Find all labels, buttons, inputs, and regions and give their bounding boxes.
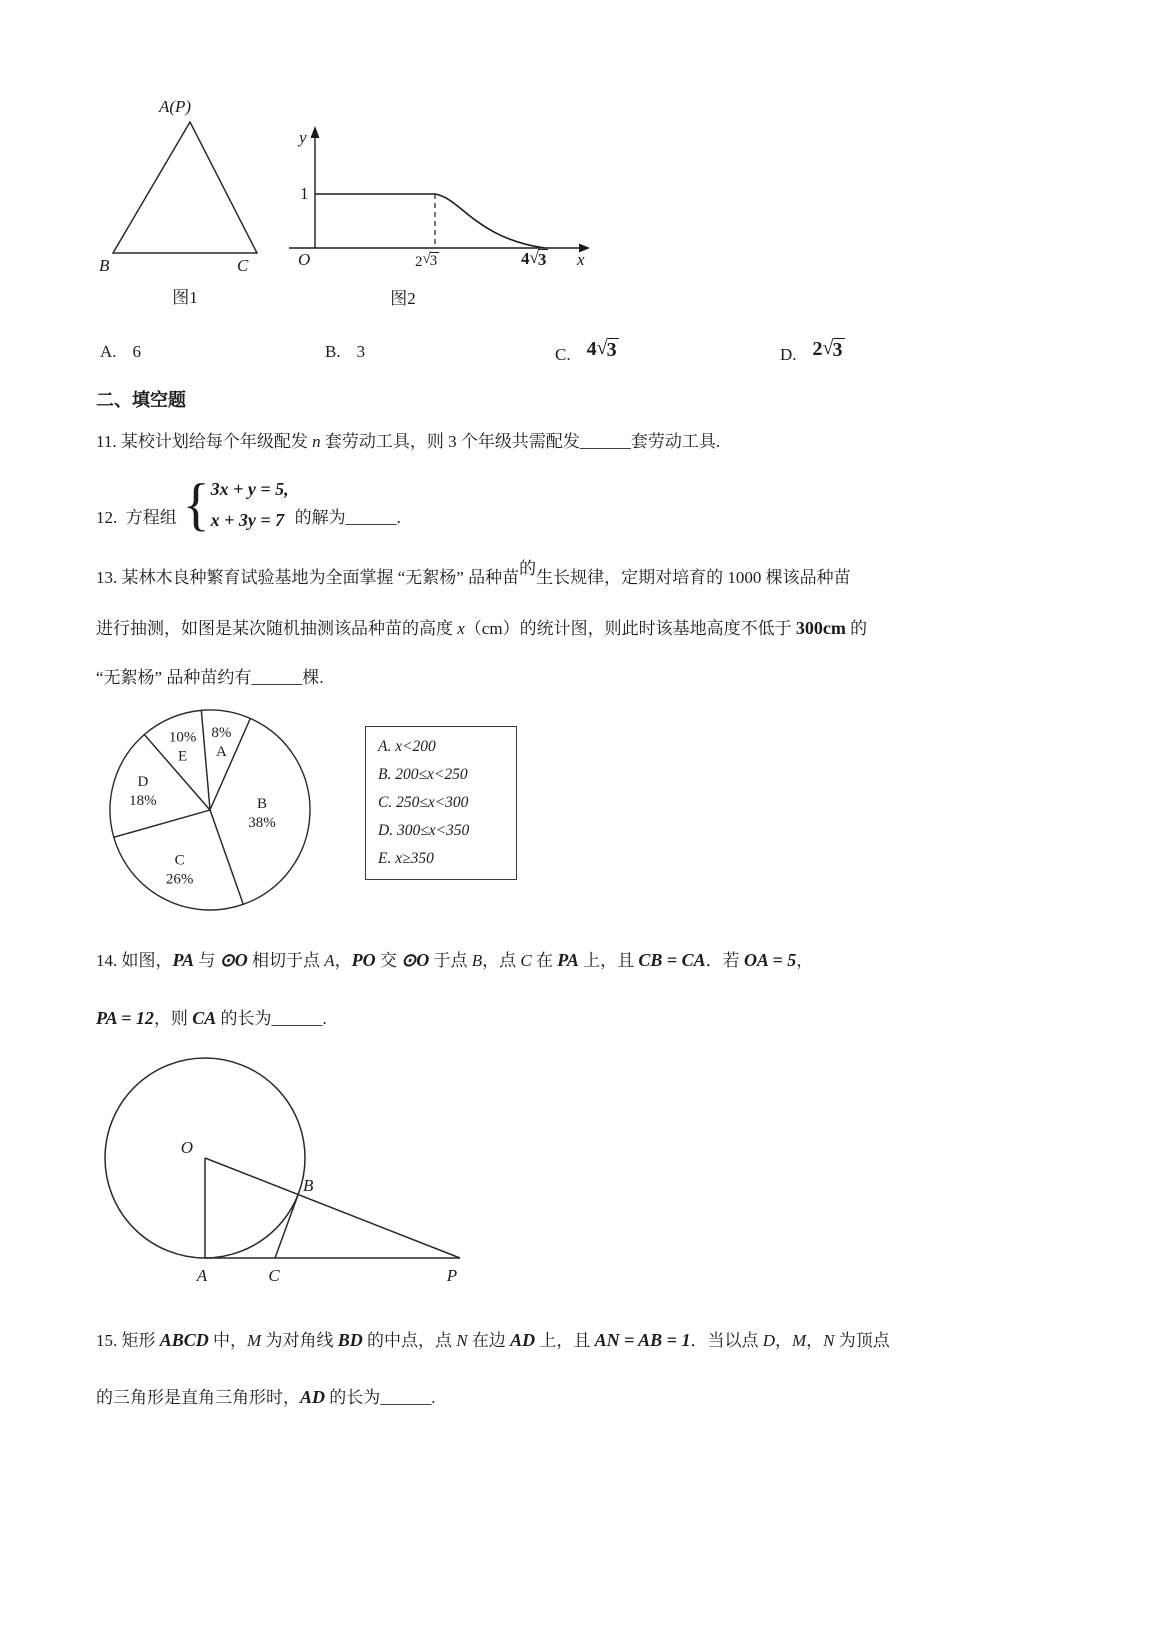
radical-coef: 2 <box>812 338 823 360</box>
text-segment: 相切于点 <box>247 951 325 970</box>
vertex-label-c: C <box>237 256 249 275</box>
pie-label-C: C 26% <box>165 852 194 888</box>
math-segment: B <box>471 951 483 970</box>
tick-2root3 <box>415 252 439 272</box>
text-segment: ．当以点 <box>690 1331 763 1350</box>
text-segment: 的长为______. <box>216 1009 327 1028</box>
math-segment: OA = 5 <box>743 950 797 970</box>
figure-2 <box>283 118 613 313</box>
text-segment: 11. 某校计划给每个年级配发 <box>96 432 313 451</box>
text-segment: 上，且 <box>578 951 639 970</box>
question-13-line1 <box>96 559 851 590</box>
legend-item: A. x<200 <box>378 738 436 755</box>
question-13-line3 <box>96 666 324 690</box>
text-segment: 中， <box>208 1331 248 1350</box>
text-segment: 14. 如图， <box>96 951 173 970</box>
text-segment: （cm）的统计图，则此时该基地高度不低于 <box>464 619 796 638</box>
equation-system <box>183 474 289 536</box>
tick-4root3 <box>521 249 548 270</box>
point-label-b: B <box>303 1176 314 1195</box>
radical-2root3 <box>813 338 845 361</box>
radical-coef: 2 <box>415 254 423 270</box>
math-segment: CA <box>192 1008 217 1028</box>
origin-label: O <box>298 250 311 269</box>
equation-1: 3x + y = 5, <box>210 479 289 499</box>
math-segment: ABCD <box>159 1330 209 1350</box>
legend-list <box>378 733 504 873</box>
text-segment: 交 <box>375 951 402 970</box>
text-segment: ， <box>806 1331 824 1350</box>
choice-b <box>325 342 365 362</box>
text-segment: 为顶点 <box>834 1331 890 1350</box>
radicand: 3 <box>832 339 843 361</box>
q12-suffix: 的解为______. <box>294 508 401 527</box>
question-14-figure <box>96 1048 486 1303</box>
text-segment: 13. 某林木良种繁育试验基地为全面掌握 “无絮杨” 品种苗 <box>96 568 520 587</box>
math-segment: BD <box>337 1330 363 1350</box>
q12-prefix: 12. 方程组 <box>96 508 177 527</box>
math-segment: PA <box>557 950 579 970</box>
figure-1 <box>85 88 285 308</box>
math-segment: 300cm <box>795 618 846 638</box>
question-15-line2 <box>96 1385 436 1410</box>
choice-a-label: A. <box>100 342 117 361</box>
legend-item: B. 200≤x<250 <box>378 766 468 783</box>
y-axis-label: y <box>299 128 307 147</box>
math-segment: PO <box>351 950 376 970</box>
radical-4root3 <box>521 249 548 269</box>
text-segment: 的长为______. <box>325 1388 436 1407</box>
math-segment: x <box>457 619 465 638</box>
radical-4root3 <box>587 338 619 361</box>
section-header: 二、填空题 <box>96 390 186 410</box>
question-14-line2 <box>96 1006 327 1031</box>
y-axis-arrow <box>311 126 320 138</box>
text-segment: 套劳动工具，则 3 个年级共需配发______套劳动工具. <box>320 432 721 451</box>
question-15-line1 <box>96 1328 890 1353</box>
radical-sign: √ <box>529 248 539 267</box>
text-segment: 的三角形是直角三角形时， <box>96 1388 300 1407</box>
text-segment: ，则 <box>153 1009 193 1028</box>
radical-coef: 4 <box>586 338 597 360</box>
text-segment: 于点 <box>429 951 472 970</box>
math-segment: ⊙O <box>401 950 430 970</box>
choice-b-value: 3 <box>356 342 366 361</box>
text-segment: 为对角线 <box>261 1331 338 1350</box>
text-segment: 15. 矩形 <box>96 1331 160 1350</box>
math-segment: N <box>456 1331 468 1350</box>
point-label-c: C <box>268 1266 280 1285</box>
text-segment: 在边 <box>467 1331 511 1350</box>
equation-2: x + 3y = 7 <box>210 510 285 530</box>
choice-d <box>780 337 845 365</box>
math-segment: AN = AB = 1 <box>594 1330 691 1350</box>
math-segment: ⊙O <box>219 950 248 970</box>
text-segment: ， <box>774 1331 792 1350</box>
radicand: 3 <box>606 339 617 361</box>
text-segment: 的 <box>845 619 868 638</box>
radical-sign: √ <box>596 337 608 359</box>
text-segment: 的中点，点 <box>362 1331 457 1350</box>
triangle-diagram <box>85 88 285 278</box>
math-segment: A <box>324 951 335 970</box>
math-segment: PA <box>172 950 195 970</box>
legend-box <box>365 726 517 880</box>
question-11 <box>96 430 720 454</box>
text-segment: “无絮杨” 品种苗约有______棵. <box>96 668 324 687</box>
math-segment: 的 <box>519 559 537 578</box>
radicand: 3 <box>429 253 438 269</box>
choice-c-value <box>587 338 619 361</box>
circle-diagram <box>96 1048 486 1298</box>
math-segment: AD <box>510 1330 536 1350</box>
system-brace: { <box>182 472 210 538</box>
figure-2-caption: 图2 <box>390 289 416 308</box>
pie-chart-svg <box>96 700 326 920</box>
unit-one-label: 1 <box>300 184 309 203</box>
text-segment: ，点 <box>482 951 521 970</box>
radical-sign: √ <box>422 251 431 267</box>
math-segment: M <box>791 1331 807 1350</box>
math-segment: C <box>520 951 532 970</box>
legend-item: D. 300≤x<350 <box>378 822 470 839</box>
math-segment: N <box>823 1331 835 1350</box>
text-segment: ， <box>334 951 352 970</box>
pie-label-E: 10% E <box>168 729 197 765</box>
text-segment: ．若 <box>705 951 744 970</box>
math-segment: D <box>762 1331 775 1350</box>
text-segment: ， <box>796 951 814 970</box>
function-graph <box>283 118 603 260</box>
choice-a <box>100 342 141 362</box>
pie-label-A: 8% A <box>211 724 232 760</box>
pie-label-D: D 18% <box>129 774 157 809</box>
radicand: 3 <box>537 250 547 269</box>
math-segment: M <box>247 1331 262 1350</box>
triangle-shape <box>113 122 257 253</box>
question-13-line2 <box>96 616 867 641</box>
question-12 <box>96 474 401 536</box>
math-segment: AD <box>300 1387 326 1407</box>
choice-d-value <box>813 338 845 361</box>
choice-c <box>555 337 619 365</box>
choice-d-label: D. <box>780 345 797 364</box>
math-segment: CB = CA <box>638 950 706 970</box>
secant-op-line <box>205 1158 460 1258</box>
legend-item: E. x≥350 <box>378 850 434 867</box>
radical-sign: √ <box>822 337 834 359</box>
legend-item: C. 250≤x<300 <box>378 794 469 811</box>
x-axis-label: x <box>577 250 585 269</box>
choice-b-label: B. <box>325 342 341 361</box>
pie-label-B: B 38% <box>248 796 276 831</box>
choice-c-label: C. <box>555 345 571 364</box>
point-label-a: A <box>196 1266 208 1285</box>
math-segment: n <box>312 432 321 451</box>
vertex-label-ap: A(P) <box>159 97 192 116</box>
text-segment: 上，且 <box>535 1331 595 1350</box>
choice-a-value: 6 <box>132 342 142 361</box>
vertex-label-b: B <box>99 256 110 275</box>
question-14-line1 <box>96 948 813 973</box>
text-segment: 进行抽测，如图是某次随机抽测该品种苗的高度 <box>96 619 458 638</box>
math-segment: PA = 12 <box>96 1008 154 1028</box>
text-segment: 生长规律，定期对培育的 1000 棵该品种苗 <box>536 568 851 587</box>
text-segment: 在 <box>531 951 558 970</box>
system-rows <box>211 474 289 536</box>
point-label-o: O <box>180 1138 193 1157</box>
text-segment: 与 <box>194 951 220 970</box>
figure-1-caption: 图1 <box>172 288 198 307</box>
function-curve <box>435 194 545 248</box>
radical-2root3 <box>415 252 439 272</box>
radical-coef: 4 <box>521 249 530 268</box>
point-label-p: P <box>446 1266 458 1285</box>
